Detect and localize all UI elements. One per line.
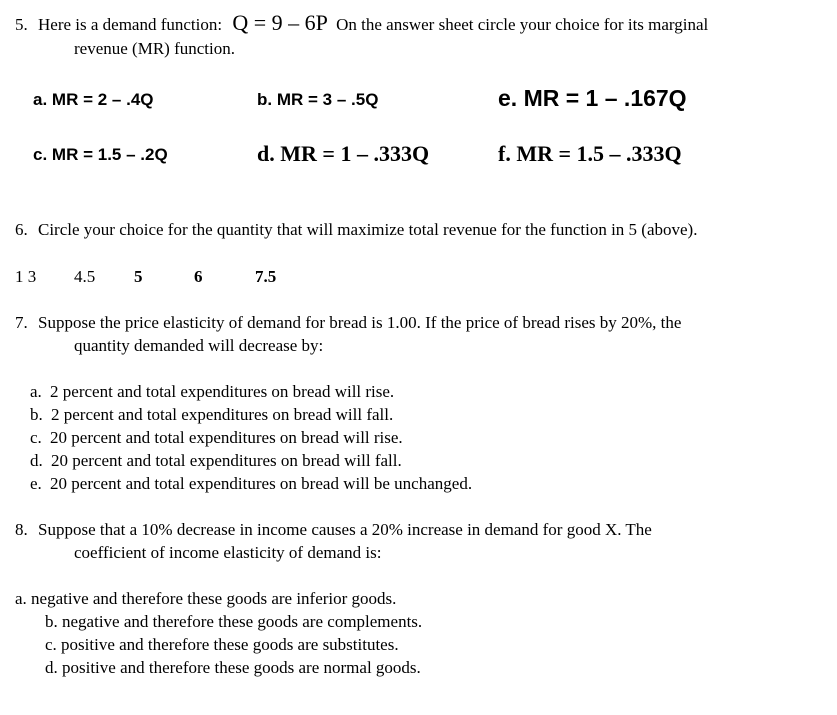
question-8-line1 xyxy=(15,521,652,538)
option-letter: e. xyxy=(498,85,518,111)
q7-option-b[interactable] xyxy=(30,406,393,423)
option-letter: a. xyxy=(33,90,48,109)
option-text: negative and therefore these goods are inferior goods. xyxy=(31,589,397,608)
question-8-text: Suppose that a 10% decrease in income causes a 20% increase in demand for good X. The xyxy=(38,520,652,539)
demand-equation: Q = 9 – 6P xyxy=(232,10,328,35)
question-8-line2: coefficient of income elasticity of demand is: xyxy=(74,543,382,562)
option-letter: c. xyxy=(33,145,48,164)
choice-4-5[interactable]: 4.5 xyxy=(74,267,96,286)
option-letter: d. xyxy=(45,658,58,677)
q8-option-c[interactable] xyxy=(45,636,399,653)
option-letter: b. xyxy=(45,612,58,631)
question-5-tail: On the answer sheet circle your choice for its marginal xyxy=(336,15,709,34)
option-text: 20 percent and total expenditures on bread will rise. xyxy=(50,428,403,447)
option-e[interactable] xyxy=(498,87,687,110)
option-a[interactable] xyxy=(33,91,154,108)
option-letter: e. xyxy=(30,474,42,493)
option-text: 2 percent and total expenditures on bread will fall. xyxy=(51,405,394,424)
question-5-lead: Here is a demand function: xyxy=(38,15,223,34)
option-text: MR = 1 – .167Q xyxy=(523,85,687,111)
question-number: 5. xyxy=(15,15,28,34)
q7-option-e[interactable] xyxy=(30,475,472,492)
option-text: positive and therefore these goods are substitutes. xyxy=(61,635,399,654)
option-text: MR = 1.5 – .2Q xyxy=(51,145,168,164)
q7-option-a[interactable] xyxy=(30,383,394,400)
option-text: 2 percent and total expenditures on bread will rise. xyxy=(50,382,395,401)
option-text: MR = 3 – .5Q xyxy=(276,90,379,109)
option-letter: c. xyxy=(45,635,57,654)
question-7-line2: quantity demanded will decrease by: xyxy=(74,336,324,355)
option-letter: d. xyxy=(30,451,43,470)
question-6-text: Circle your choice for the quantity that will maximize total revenue for the function in 5 (above). xyxy=(38,220,698,239)
option-d[interactable] xyxy=(257,143,429,165)
question-5-line2: revenue (MR) function. xyxy=(74,39,235,58)
question-number: 8. xyxy=(15,520,28,539)
question-6-line1 xyxy=(15,221,697,238)
q7-option-d[interactable] xyxy=(30,452,402,469)
question-5-line1 xyxy=(15,12,708,34)
question-7-text: Suppose the price elasticity of demand for bread is 1.00. If the price of bread rises by 20%, the xyxy=(38,313,682,332)
option-letter: b. xyxy=(30,405,43,424)
option-letter: c. xyxy=(30,428,42,447)
option-letter: d. xyxy=(257,141,275,166)
option-text: negative and therefore these goods are complements. xyxy=(62,612,423,631)
option-text: MR = 1 – .333Q xyxy=(280,141,430,166)
option-text: MR = 1.5 – .333Q xyxy=(516,141,682,166)
option-letter: f. xyxy=(498,141,511,166)
option-text: 20 percent and total expenditures on bread will fall. xyxy=(51,451,402,470)
option-text: MR = 2 – .4Q xyxy=(51,90,154,109)
choice-6[interactable]: 6 xyxy=(194,267,203,286)
option-text: positive and therefore these goods are normal goods. xyxy=(62,658,421,677)
choice-5[interactable]: 5 xyxy=(134,267,143,286)
question-number: 7. xyxy=(15,313,28,332)
option-b[interactable] xyxy=(257,91,378,108)
q8-option-b[interactable] xyxy=(45,613,422,630)
choice-1-3[interactable]: 1 3 xyxy=(15,267,37,286)
option-letter: a. xyxy=(15,589,27,608)
option-letter: a. xyxy=(30,382,42,401)
choice-7-5[interactable]: 7.5 xyxy=(255,267,277,286)
option-c[interactable] xyxy=(33,146,168,163)
option-text: 20 percent and total expenditures on bread will be unchanged. xyxy=(50,474,473,493)
option-letter: b. xyxy=(257,90,273,109)
q7-option-c[interactable] xyxy=(30,429,403,446)
question-7-line1 xyxy=(15,314,681,331)
q8-option-d[interactable] xyxy=(45,659,421,676)
option-f[interactable] xyxy=(498,143,682,165)
q8-option-a[interactable] xyxy=(15,590,396,607)
question-number: 6. xyxy=(15,220,28,239)
